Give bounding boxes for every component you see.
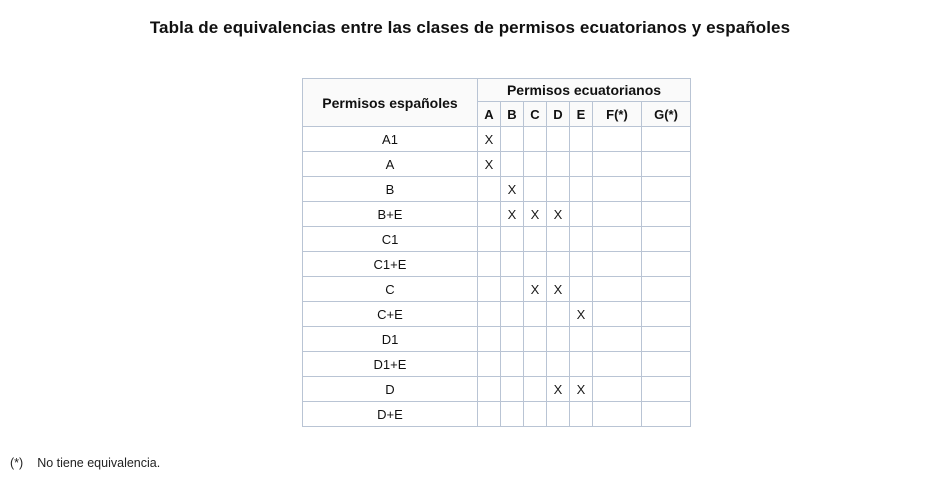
cell-f bbox=[593, 377, 642, 402]
table-row bbox=[303, 352, 691, 377]
row-label: C1 bbox=[303, 227, 478, 252]
footnote-text: No tiene equivalencia. bbox=[37, 456, 161, 470]
cell-e bbox=[570, 327, 593, 352]
cell-a: X bbox=[478, 127, 501, 152]
column-header-b: B bbox=[501, 102, 524, 127]
table-row bbox=[303, 127, 691, 152]
cell-g bbox=[642, 327, 691, 352]
cell-g bbox=[642, 352, 691, 377]
cell-a bbox=[478, 327, 501, 352]
cell-e bbox=[570, 402, 593, 427]
column-header-g: G(*) bbox=[642, 102, 691, 127]
cell-a: X bbox=[478, 152, 501, 177]
cell-f bbox=[593, 302, 642, 327]
cell-b bbox=[501, 377, 524, 402]
cell-c bbox=[524, 227, 547, 252]
cell-e bbox=[570, 152, 593, 177]
cell-c bbox=[524, 252, 547, 277]
cell-b bbox=[501, 152, 524, 177]
cell-f bbox=[593, 252, 642, 277]
equivalence-table-container bbox=[302, 78, 691, 427]
cell-f bbox=[593, 277, 642, 302]
cell-f bbox=[593, 152, 642, 177]
table-row bbox=[303, 177, 691, 202]
cell-d bbox=[547, 402, 570, 427]
cell-a bbox=[478, 402, 501, 427]
cell-f bbox=[593, 327, 642, 352]
row-label: A1 bbox=[303, 127, 478, 152]
cell-b: X bbox=[501, 202, 524, 227]
cell-e: X bbox=[570, 377, 593, 402]
cell-g bbox=[642, 202, 691, 227]
cell-d bbox=[547, 352, 570, 377]
table-row bbox=[303, 327, 691, 352]
footnote-marker: (*) bbox=[10, 456, 24, 470]
row-header-label: Permisos españoles bbox=[303, 79, 478, 127]
equivalence-table bbox=[302, 78, 691, 427]
cell-a bbox=[478, 177, 501, 202]
cell-d: X bbox=[547, 202, 570, 227]
row-label: B+E bbox=[303, 202, 478, 227]
group-header-label: Permisos ecuatorianos bbox=[478, 79, 691, 102]
cell-g bbox=[642, 402, 691, 427]
cell-d: X bbox=[547, 377, 570, 402]
cell-f bbox=[593, 202, 642, 227]
cell-c bbox=[524, 352, 547, 377]
row-label: D1+E bbox=[303, 352, 478, 377]
cell-b bbox=[501, 227, 524, 252]
cell-f bbox=[593, 177, 642, 202]
column-header-e: E bbox=[570, 102, 593, 127]
cell-a bbox=[478, 277, 501, 302]
column-header-c: C bbox=[524, 102, 547, 127]
row-label: D bbox=[303, 377, 478, 402]
cell-c bbox=[524, 377, 547, 402]
cell-a bbox=[478, 202, 501, 227]
table-row bbox=[303, 252, 691, 277]
cell-a bbox=[478, 302, 501, 327]
cell-d bbox=[547, 152, 570, 177]
cell-e bbox=[570, 202, 593, 227]
cell-e bbox=[570, 127, 593, 152]
cell-g bbox=[642, 377, 691, 402]
cell-c bbox=[524, 177, 547, 202]
cell-g bbox=[642, 227, 691, 252]
table-header bbox=[303, 79, 691, 127]
row-label: D1 bbox=[303, 327, 478, 352]
cell-d: X bbox=[547, 277, 570, 302]
cell-g bbox=[642, 127, 691, 152]
table-header-row-group bbox=[303, 79, 691, 102]
row-label: C+E bbox=[303, 302, 478, 327]
table-row bbox=[303, 202, 691, 227]
cell-b bbox=[501, 352, 524, 377]
cell-b: X bbox=[501, 177, 524, 202]
column-header-a: A bbox=[478, 102, 501, 127]
cell-a bbox=[478, 252, 501, 277]
cell-c bbox=[524, 402, 547, 427]
table-row bbox=[303, 277, 691, 302]
cell-b bbox=[501, 402, 524, 427]
row-label: B bbox=[303, 177, 478, 202]
cell-a bbox=[478, 352, 501, 377]
cell-e bbox=[570, 277, 593, 302]
cell-d bbox=[547, 327, 570, 352]
cell-g bbox=[642, 152, 691, 177]
cell-f bbox=[593, 227, 642, 252]
column-header-f: F(*) bbox=[593, 102, 642, 127]
cell-g bbox=[642, 252, 691, 277]
cell-g bbox=[642, 277, 691, 302]
cell-f bbox=[593, 402, 642, 427]
footnote bbox=[10, 456, 160, 470]
row-label: D+E bbox=[303, 402, 478, 427]
cell-c: X bbox=[524, 202, 547, 227]
row-label: C bbox=[303, 277, 478, 302]
page-title: Tabla de equivalencias entre las clases de permisos ecuatorianos y españoles bbox=[149, 18, 791, 37]
cell-c: X bbox=[524, 277, 547, 302]
table-row bbox=[303, 227, 691, 252]
cell-g bbox=[642, 302, 691, 327]
cell-e bbox=[570, 227, 593, 252]
column-header-d: D bbox=[547, 102, 570, 127]
table-row bbox=[303, 377, 691, 402]
cell-b bbox=[501, 277, 524, 302]
cell-b bbox=[501, 252, 524, 277]
cell-d bbox=[547, 302, 570, 327]
cell-c bbox=[524, 152, 547, 177]
cell-d bbox=[547, 177, 570, 202]
cell-a bbox=[478, 227, 501, 252]
cell-e bbox=[570, 177, 593, 202]
cell-e bbox=[570, 252, 593, 277]
cell-f bbox=[593, 127, 642, 152]
table-body bbox=[303, 127, 691, 427]
cell-d bbox=[547, 127, 570, 152]
table-row bbox=[303, 402, 691, 427]
cell-g bbox=[642, 177, 691, 202]
cell-c bbox=[524, 327, 547, 352]
cell-b bbox=[501, 127, 524, 152]
cell-b bbox=[501, 302, 524, 327]
cell-a bbox=[478, 377, 501, 402]
cell-e: X bbox=[570, 302, 593, 327]
table-row bbox=[303, 152, 691, 177]
cell-c bbox=[524, 302, 547, 327]
cell-d bbox=[547, 227, 570, 252]
cell-d bbox=[547, 252, 570, 277]
row-label: A bbox=[303, 152, 478, 177]
cell-b bbox=[501, 327, 524, 352]
row-label: C1+E bbox=[303, 252, 478, 277]
table-row bbox=[303, 302, 691, 327]
cell-c bbox=[524, 127, 547, 152]
cell-f bbox=[593, 352, 642, 377]
cell-e bbox=[570, 352, 593, 377]
